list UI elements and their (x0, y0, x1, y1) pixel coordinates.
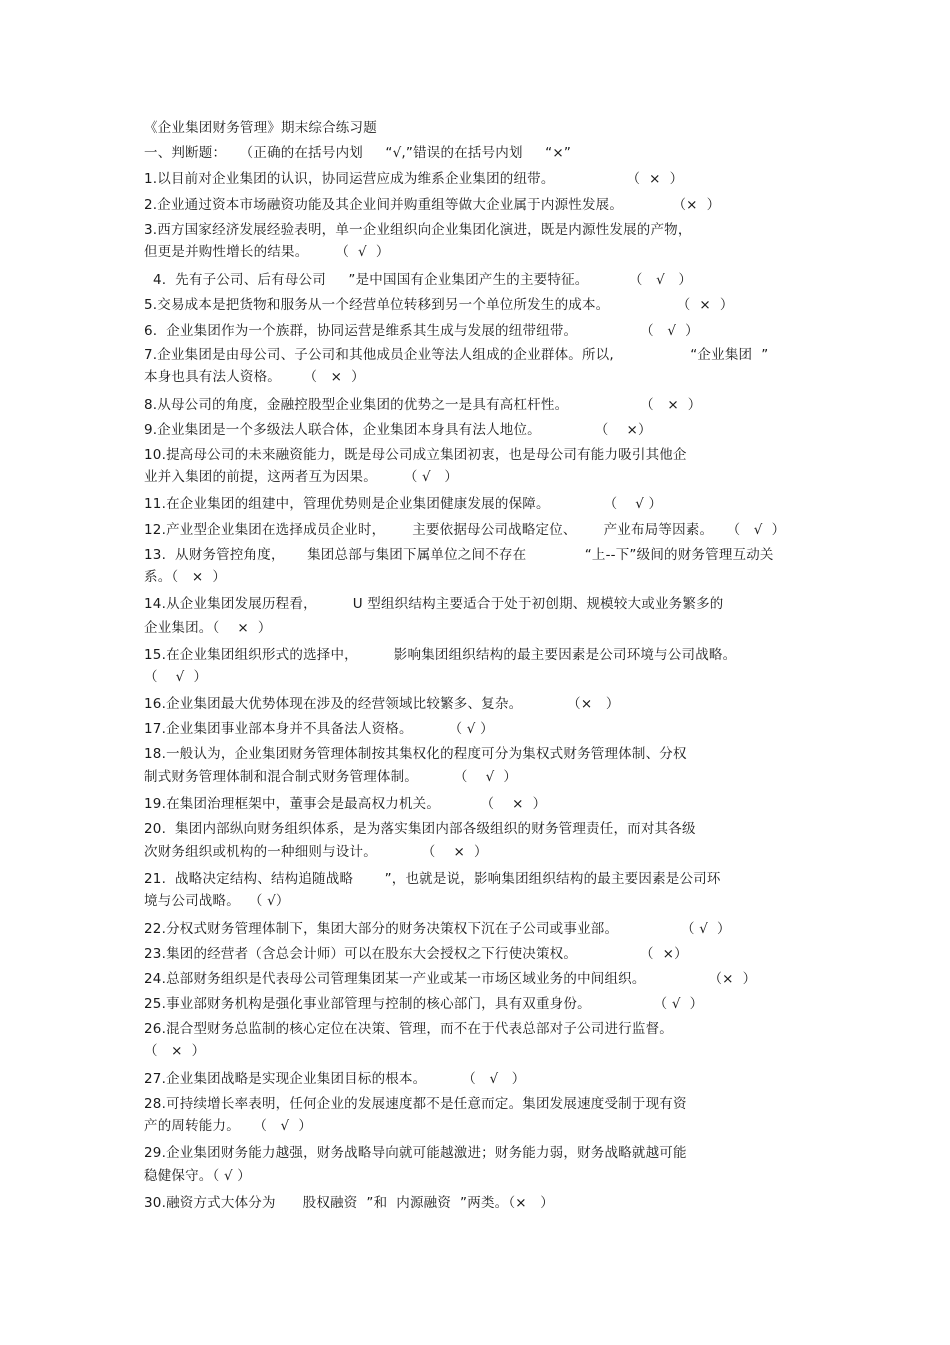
question-line: 15.在企业集团组织形式的选择中， 影响集团组织结构的最主要因素是公司环境与公司战略。 (144, 647, 737, 663)
question-line: 19.在集团治理框架中，董事会是最高权力机关。 （ × ） (144, 796, 547, 812)
question-line: 23.集团的经营者（含总会计师）可以在股东大会授权之下行使决策权。 （ ×） (144, 946, 688, 962)
question-line: 21. 战略决定结构、结构追随战略 ”，也就是说，影响集团组织结构的最主要因素是公司环 (144, 871, 721, 887)
question-line: 本身也具有法人资格。 （ × ） (144, 369, 365, 385)
question-line: 稳健保守。（ √ ） (144, 1168, 251, 1184)
section-heading: 一、判断题： （正确的在括号内划 “√,”错误的在括号内划 “×” (144, 145, 572, 161)
question-line: 2.企业通过资本市场融资功能及其企业间并购重组等做大企业属于内源性发展。 （× ） (144, 197, 721, 213)
question-line: 3.西方国家经济发展经验表明，单一企业组织向企业集团化演进，既是内源性发展的产物， (144, 222, 692, 238)
question-line: 12.产业型企业集团在选择成员企业时， 主要依据母公司战略定位、 产业布局等因素。 （ √ ） (144, 522, 786, 538)
question-line: 6. 企业集团作为一个族群，协同运营是维系其生成与发展的纽带纽带。 （ √ ） (144, 323, 699, 339)
question-line: 20. 集团内部纵向财务组织体系，是为落实集团内部各级组织的财务管理责任，而对其各级 (144, 821, 696, 837)
question-line: 17.企业集团事业部本身并不具备法人资格。 （ √ ） (144, 721, 494, 737)
question-line: 9.企业集团是一个多级法人联合体，企业集团本身具有法人地位。 （ ×） (144, 422, 652, 438)
question-line: 30.融资方式大体分为 股权融资 ”和 内源融资 ”两类。（× ） (144, 1195, 554, 1211)
question-line: 25.事业部财务机构是强化事业部管理与控制的核心部门，具有双重身份。 （ √ ） (144, 996, 704, 1012)
question-line: 8.从母公司的角度，金融控股型企业集团的优势之一是具有高杠杆性。 （ × ） (144, 397, 702, 413)
question-line: 境与公司战略。 （ √） (144, 893, 290, 909)
question-line: 26.混合型财务总监制的核心定位在决策、管理，而不在于代表总部对子公司进行监督。 (144, 1021, 673, 1037)
question-line: 5.交易成本是把货物和服务从一个经营单位转移到另一个单位所发生的成本。 （ × ） (144, 297, 734, 313)
question-line: （ × ） (144, 1043, 206, 1059)
question-line: 产的周转能力。 （ √ ） (144, 1118, 313, 1134)
question-line: 18.一般认为，企业集团财务管理体制按其集权化的程度可分为集权式财务管理体制、分权 (144, 746, 687, 762)
question-line: 10.提高母公司的未来融资能力，既是母公司成立集团初衷，也是母公司有能力吸引其他企 (144, 447, 687, 463)
question-line: 13. 从财务管控角度， 集团总部与集团下属单位之间不存在 “上--下”级间的财务管理互动关 (144, 547, 774, 563)
question-line: 16.企业集团最大优势体现在涉及的经营领域比较繁多、复杂。 （× ） (144, 696, 620, 712)
question-line: 24.总部财务组织是代表母公司管理集团某一产业或某一市场区域业务的中间组织。 （× ） (144, 971, 757, 987)
question-line: 制式财务管理体制和混合制式财务管理体制。 （ √ ） (144, 769, 518, 785)
question-line: 4. 先有子公司、后有母公司 ”是中国国有企业集团产生的主要特征。 （ √ ） (144, 272, 693, 288)
question-line: 系。（ × ） (144, 569, 227, 585)
document-title: 《企业集团财务管理》期末综合练习题 (144, 120, 377, 136)
question-line: 27.企业集团战略是实现企业集团目标的根本。 （ √ ） (144, 1071, 526, 1087)
question-line: 企业集团。（ × ） (144, 620, 272, 636)
question-line: 28.可持续增长率表明，任何企业的发展速度都不是任意而定。集团发展速度受制于现有资 (144, 1096, 687, 1112)
question-line: 29.企业集团财务能力越强，财务战略导向就可能越激进；财务能力弱，财务战略就越可能 (144, 1145, 687, 1161)
question-line: 22.分权式财务管理体制下，集团大部分的财务决策权下沉在子公司或事业部。 （ √ ） (144, 921, 731, 937)
question-line: 1.以目前对企业集团的认识，协同运营应成为维系企业集团的纽带。 （ × ） (144, 171, 684, 187)
question-line: （ √ ） (144, 669, 208, 685)
question-line: 7.企业集团是由母公司、子公司和其他成员企业等法人组成的企业群体。所以, “企业集团 ” (144, 347, 769, 363)
question-line: 但更是并购性增长的结果。 （ √ ） (144, 244, 390, 260)
question-line: 14.从企业集团发展历程看， U 型组织结构主要适合于处于初创期、规模较大或业务繁多的 (144, 596, 724, 612)
question-line: 次财务组织或机构的一种细则与设计。 （ × ） (144, 844, 488, 860)
question-line: 11.在企业集团的组建中，管理优势则是企业集团健康发展的保障。 （ √ ） (144, 496, 663, 512)
question-line: 业并入集团的前提，这两者互为因果。 （ √ ） (144, 469, 459, 485)
